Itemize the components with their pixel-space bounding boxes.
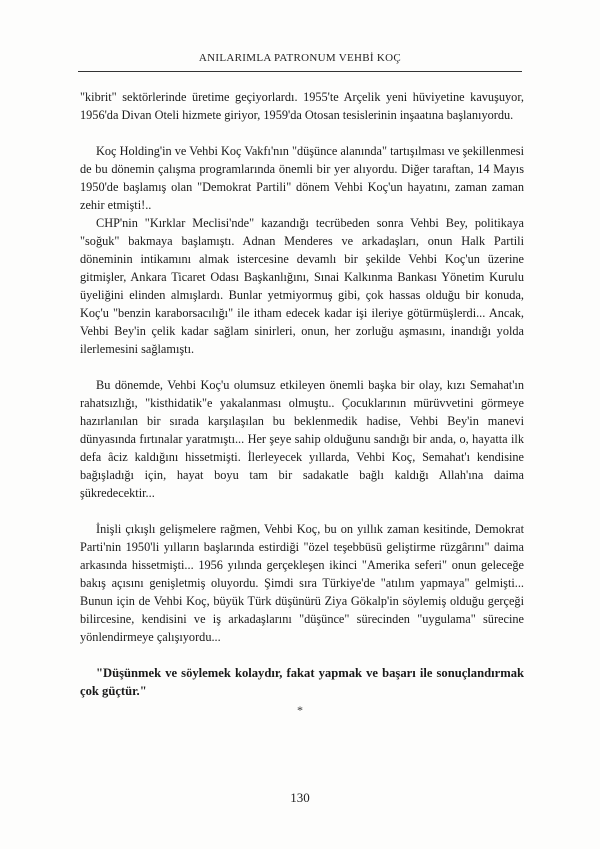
paragraph: CHP'nin "Kırklar Meclisi'nde" kazandığı tecrübeden sonra Vehbi Bey, politikaya "soğuk" bakmaya başlamıştı. Adnan Menderes ve arkadaşları, onun Halk Partili döneminin intikamını almak istercesine devamlı bir şekilde Vehbi Koç'un üzerine gitmişler, Ankara Ticaret Odası Başkanlığını, Sınai Kalkınma Bankası Yönetim Kurulu üyeliğini elinden almışlardı. Bunlar yetmiyormuş gibi, çok hassas olduğu bir konuda, Koç'u "benzin karaborsacılığı" ile itham edecek kadar işi ileriye götürmüşlerdi... Ancak, Vehbi Bey'in çelik kadar sağlam sinirleri, onun, her zorluğu aşmasını, inandığı yolda ilerlemesini sağlamıştı. [80, 216, 524, 356]
page-number: 130 [290, 790, 310, 805]
paragraph: Bu dönemde, Vehbi Koç'u olumsuz etkileyen önemli başka bir olay, kızı Semahat'ın rahatsızlığı, "kisthidatik"e yakalanması olmuştu.. Çocuklarının mürüvvetini görmeye hazırlanılan bir sırada karşılaşılan bu beklenmedik hadise, Vehbi Bey'in manevi dünyasında fırtınalar yaratmıştı... Her şeye sahip olduğunu sandığı bir anda, o, hayatta ilk defa âciz kaldığını hissetmişti. İlerleyecek yıllarda, Vehbi Koç, Semahat'ı kendisine bağışladığı için, hayat boyu tam bir sadakatle bağlı kaldığı Allah'ına daima şükredecektir... [80, 378, 524, 500]
paragraph-continuation: "kibrit" sektörlerinde üretime geçiyorlardı. 1955'te Arçelik yeni hüviyetine kavuşuyor, 1956'da Divan Oteli hizmete giriyor, 1959'da Otosan tesislerinin inşaatına başlanıyordu. [80, 90, 524, 122]
body-text [80, 88, 524, 700]
paragraph: İnişli çıkışlı gelişmelere rağmen, Vehbi Koç, bu on yıllık zaman kesitinde, Demokrat Parti'nin 1950'li yılların başlarında estirdiği "özel teşebbüsü geliştirme rüzgârını" daima arkasında hissetmişti... 1956 yılında gerçekleşen ikinci "Amerika seferi" onun geleceğe bakış açısını genişletmiş oluyordu. Şimdi sıra Türkiye'de "atılım yapmaya" gelmişti... Bunun için de Vehbi Koç, büyük Türk düşünürü Ziya Gökalp'in söylemiş olduğu gerçeği bilircesine, kendisini ve iş arkadaşlarını "düşünce" sürecinden "uygulama" sürecine yönlendirmeye çalışıyordu... [80, 522, 524, 644]
bold-quote: "Düşünmek ve söylemek kolaydır, fakat yapmak ve başarı ile sonuçlandırmak çok güçtür." [80, 666, 524, 698]
header-rule [78, 71, 522, 72]
running-header: ANILARIMLA PATRONUM VEHBİ KOÇ [198, 52, 402, 64]
section-separator: * [297, 703, 303, 717]
paragraph: Koç Holding'in ve Vehbi Koç Vakfı'nın "düşünce alanında" tartışılması ve şekillenmesi de bu dönemin çalışma programlarında önemli bir yer alıyordu. Diğer taraftan, 14 Mayıs 1950'de başlamış olan "Demokrat Partili" dönem Vehbi Koç'un hayatını, zaman zaman zehir etmişti!.. [80, 144, 524, 212]
